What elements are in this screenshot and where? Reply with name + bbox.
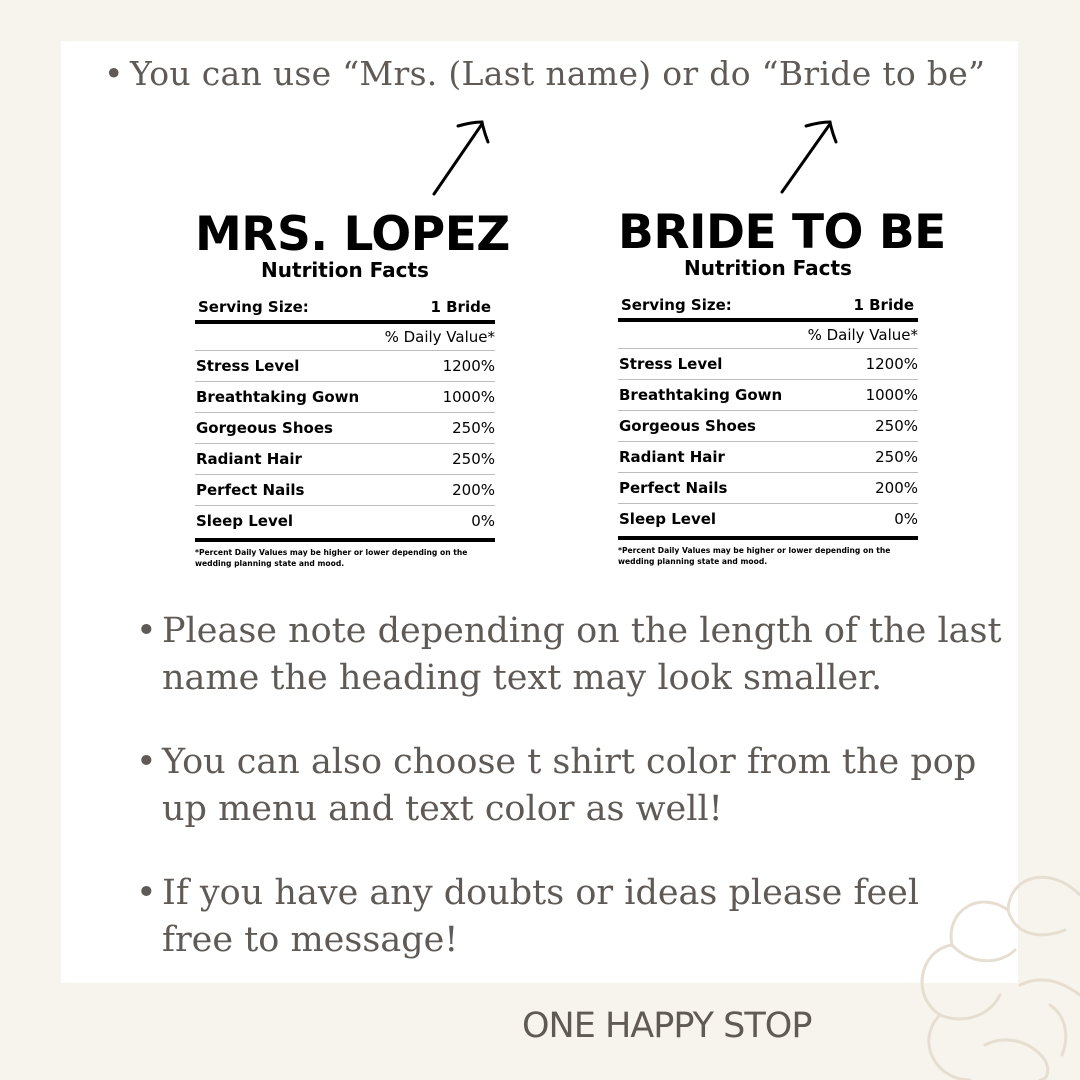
nutrient-value: 1000% [442,388,495,406]
nutrient-value: 1200% [442,357,495,375]
nutrition-label-bride-to-be [618,205,946,567]
brand-name: ONE HAPPY STOP [522,1006,812,1046]
bullet-dot: • [136,742,157,782]
nutrient-name: Perfect Nails [619,479,728,497]
nutrient-value: 0% [471,512,495,530]
nutrient-row [618,442,918,473]
bullet-item-color-options [136,739,1002,833]
nutrient-value: 250% [875,448,918,466]
nutrient-row [195,413,495,444]
nutrient-name: Radiant Hair [196,450,302,468]
nutrient-value: 200% [875,479,918,497]
nutrient-row [618,411,918,442]
serving-size-row [618,296,918,314]
nutrient-row [618,473,918,504]
nutrient-name: Stress Level [196,357,300,375]
nutrient-name: Stress Level [619,355,723,373]
thick-divider [195,538,495,542]
nutrient-value: 250% [452,419,495,437]
label-footnote: *Percent Daily Values may be higher or lower depending on the wedding planning state and mood. [618,546,891,566]
bullet-item-name-options [104,54,986,93]
nutrient-row [618,349,918,380]
bullet-item-contact [136,870,922,964]
bullet-dot: • [104,54,124,93]
nutrient-value: 0% [894,510,918,528]
nutrient-row [195,506,495,536]
nutrient-name: Breathtaking Gown [196,388,360,406]
daily-value-header: % Daily Value* [618,322,918,349]
bullet-text: Please note depending on the length of the last name the heading text may look smaller. [162,611,1002,698]
nutrient-name: Sleep Level [619,510,717,528]
nutrient-name: Radiant Hair [619,448,725,466]
nutrient-value: 250% [875,417,918,435]
nutrient-value: 1200% [865,355,918,373]
serving-label: Serving Size: [621,296,732,314]
nutrient-value: 200% [452,481,495,499]
nutrient-value: 1000% [865,386,918,404]
serving-value: 1 Bride [430,298,491,316]
arrow-up-right-icon [430,116,492,198]
bullet-item-heading-note [136,608,1002,702]
bullet-text: You can use “Mrs. (Last name) or do “Bride to be” [130,54,986,93]
nutrient-value: 250% [452,450,495,468]
serving-value: 1 Bride [853,296,914,314]
nutrient-name: Perfect Nails [196,481,305,499]
nutrient-row [618,380,918,411]
serving-label: Serving Size: [198,298,309,316]
nutrient-name: Gorgeous Shoes [196,419,333,437]
nutrient-row [195,382,495,413]
bullet-text: You can also choose t shirt color from the pop up menu and text color as well! [162,742,977,829]
nutrient-name: Sleep Level [196,512,294,530]
label-heading: BRIDE TO BE [618,205,946,260]
nutrient-row [195,444,495,475]
serving-size-row [195,298,495,316]
daily-value-header: % Daily Value* [195,324,495,351]
nutrient-row [618,504,918,534]
bullet-dot: • [136,611,157,651]
nutrition-label-mrs-lopez [195,207,510,569]
arrow-up-right-icon [778,116,840,198]
nutrient-row [195,351,495,382]
bullet-dot: • [136,873,157,913]
bullet-text: If you have any doubts or ideas please feel free to message! [162,873,920,960]
label-subheading: Nutrition Facts [684,256,852,280]
label-subheading: Nutrition Facts [261,258,429,282]
nutrient-row [195,475,495,506]
label-footnote: *Percent Daily Values may be higher or lower depending on the wedding planning state and mood. [195,548,468,568]
flower-outline-icon [890,855,1080,1080]
nutrient-name: Gorgeous Shoes [619,417,756,435]
thick-divider [618,536,918,540]
label-heading: MRS. LOPEZ [195,207,510,262]
nutrient-name: Breathtaking Gown [619,386,783,404]
